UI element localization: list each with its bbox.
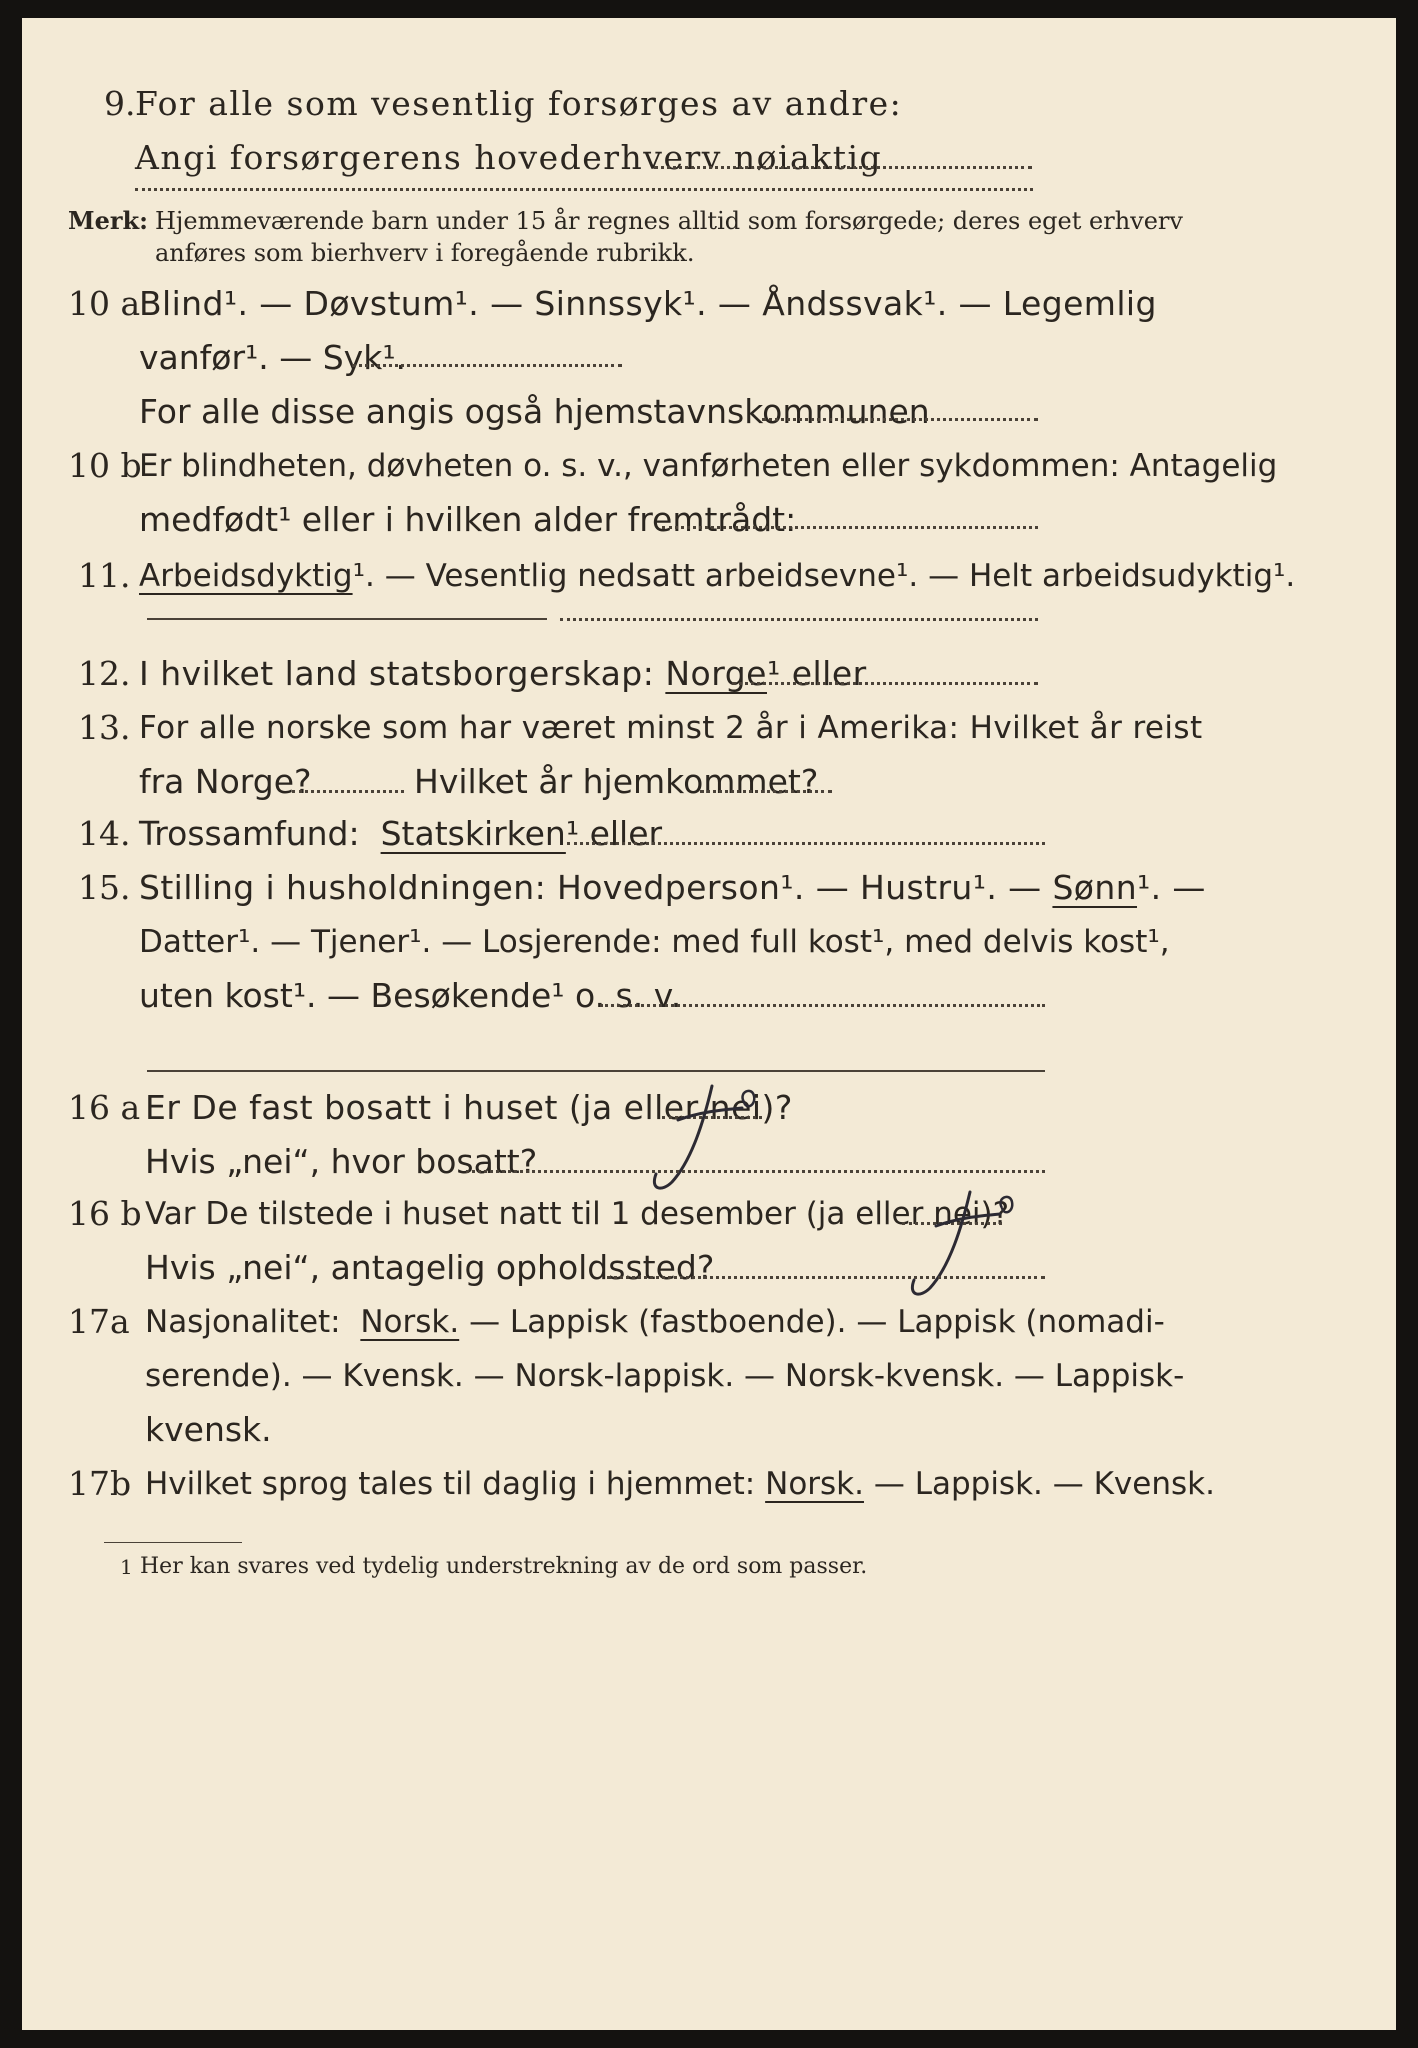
q13-return-year-answer-line[interactable] xyxy=(700,790,832,793)
q9-number: 9. xyxy=(104,84,136,123)
q10b-number: 10 b xyxy=(68,446,142,485)
q13-left-year-answer-line[interactable] xyxy=(292,790,404,793)
q17b-question xyxy=(145,1464,1215,1504)
q10a-municipality-answer-line[interactable] xyxy=(762,418,1038,421)
q12-question xyxy=(139,654,867,694)
q16b-question: Var De tilstede i huset natt til 1 desember (ja eller nei)? xyxy=(145,1196,1010,1232)
q11-option-arbeidsdyktig[interactable]: Arbeidsdyktig xyxy=(139,558,353,594)
q15-number: 15. xyxy=(78,868,131,907)
q15-answer-line[interactable] xyxy=(600,1004,1045,1007)
q17a-label: Nasjonalitet: xyxy=(145,1304,341,1340)
q15-options-b: ¹. — xyxy=(1137,868,1206,907)
q10a-options-cont: vanfør¹. — Syk¹. xyxy=(139,338,407,377)
q17b-other-options: — Lappisk. — Kvensk. xyxy=(873,1466,1215,1502)
footnote-text: Her kan svares ved tydelig understrekning av de ord som passer. xyxy=(140,1554,868,1579)
footnote-divider xyxy=(104,1542,242,1543)
q16b-followup-answer-line[interactable] xyxy=(607,1276,1045,1279)
q11-other-options: ¹. — Vesentlig nedsatt arbeidsevne¹. — Helt arbeidsudyktig¹. xyxy=(352,558,1296,594)
q10a-options: Blind¹. — Døvstum¹. — Sinnssyk¹. — Åndssvak¹. — Legemlig xyxy=(139,284,1157,323)
q10b-age-answer-line[interactable] xyxy=(662,526,1038,529)
q17a-line2: serende). — Kvensk. — Norsk-lappisk. — Norsk-kvensk. — Lappisk- xyxy=(145,1358,1185,1394)
q16a-handwritten-answer xyxy=(612,1050,772,1200)
census-form-page xyxy=(22,18,1396,2030)
q15-options-a: Stilling i husholdningen: Hovedperson¹. — Hustru¹. — xyxy=(139,868,1042,907)
q13-number: 13. xyxy=(78,708,131,747)
q13-return-label: Hvilket år hjemkommet? xyxy=(414,762,819,801)
q10b-question: Er blindheten, døvheten o. s. v., vanførheten eller sykdommen: Antagelig xyxy=(139,448,1278,484)
q10a-number: 10 a xyxy=(68,284,141,323)
merk-note-line1: Hjemmeværende barn under 15 år regnes alltid som forsørgede; deres eget erhverv xyxy=(155,207,1183,235)
q14-option-statskirken[interactable]: Statskirken xyxy=(380,814,566,853)
footnote-mark: 1 xyxy=(120,1555,133,1579)
q17a-line1 xyxy=(145,1302,1165,1342)
q10a-municipality-label: For alle disse angis også hjemstavnskommunen xyxy=(139,392,930,431)
q17a-other-options: — Lappisk (fastboende). — Lappisk (nomadi- xyxy=(469,1304,1165,1340)
q11-number: 11. xyxy=(78,556,131,595)
q12-label: I hvilket land statsborgerskap: xyxy=(139,654,655,693)
q14-denomination-answer-line[interactable] xyxy=(567,842,1045,845)
q17b-label: Hvilket sprog tales til daglig i hjemmet: xyxy=(145,1466,756,1502)
q9-question: For alle som vesentlig forsørges av andre: xyxy=(135,84,903,123)
q16b-followup-label: Hvis „nei“, antagelig opholdssted? xyxy=(145,1248,715,1287)
q16b-number: 16 b xyxy=(68,1194,142,1233)
q11-options xyxy=(139,556,1295,596)
q14-question xyxy=(139,814,662,854)
merk-note-line2: anføres som bierhverv i foregående rubrikk. xyxy=(155,239,695,267)
q11-answer-line-b[interactable] xyxy=(560,618,1038,621)
q11-answer-line-a[interactable] xyxy=(147,618,547,620)
merk-label: Merk: xyxy=(68,206,148,235)
q17a-line3: kvensk. xyxy=(145,1410,272,1449)
q16b-handwritten-answer xyxy=(872,1156,1032,1306)
q16a-question: Er De fast bosatt i huset (ja eller nei)? xyxy=(145,1088,793,1127)
q17a-option-norsk[interactable]: Norsk. xyxy=(360,1304,460,1340)
q15-options-line1 xyxy=(139,868,1206,908)
q12-country-answer-line[interactable] xyxy=(732,682,1038,685)
q15-option-sonn[interactable]: Sønn xyxy=(1052,868,1138,907)
q15-options-line2: Datter¹. — Tjener¹. — Losjerende: med full kost¹, med delvis kost¹, xyxy=(139,924,1170,960)
q10a-sick-answer-line[interactable] xyxy=(352,364,622,367)
q15-options-line3: uten kost¹. — Besøkende¹ o. s. v. xyxy=(139,976,682,1015)
q14-label: Trossamfund: xyxy=(139,814,360,853)
q17a-number: 17a xyxy=(68,1302,130,1341)
q16a-followup-label: Hvis „nei“, hvor bosatt? xyxy=(145,1142,538,1181)
q15-extra-answer-line[interactable] xyxy=(147,1070,1045,1072)
q12-option-norge[interactable]: Norge xyxy=(665,654,767,693)
q17b-option-norsk[interactable]: Norsk. xyxy=(765,1466,864,1502)
q16a-number: 16 a xyxy=(68,1088,141,1127)
q12-number: 12. xyxy=(78,654,131,693)
q9-extra-answer-line[interactable] xyxy=(135,188,1033,191)
q14-or: ¹ eller xyxy=(565,814,663,853)
q9-provider-answer-line[interactable] xyxy=(654,166,1032,169)
q17b-number: 17b xyxy=(68,1464,132,1503)
q14-number: 14. xyxy=(78,814,131,853)
q12-or: ¹ eller xyxy=(766,654,867,693)
q9-provider-label: Angi forsørgerens hovederhverv nøiaktig xyxy=(135,138,883,177)
q10b-question-cont: medfødt¹ eller i hvilken alder fremtrådt: xyxy=(139,500,797,539)
q13-question: For alle norske som har været minst 2 år i Amerika: Hvilket år reist xyxy=(139,710,1203,746)
q13-left-label: fra Norge? xyxy=(139,762,312,801)
